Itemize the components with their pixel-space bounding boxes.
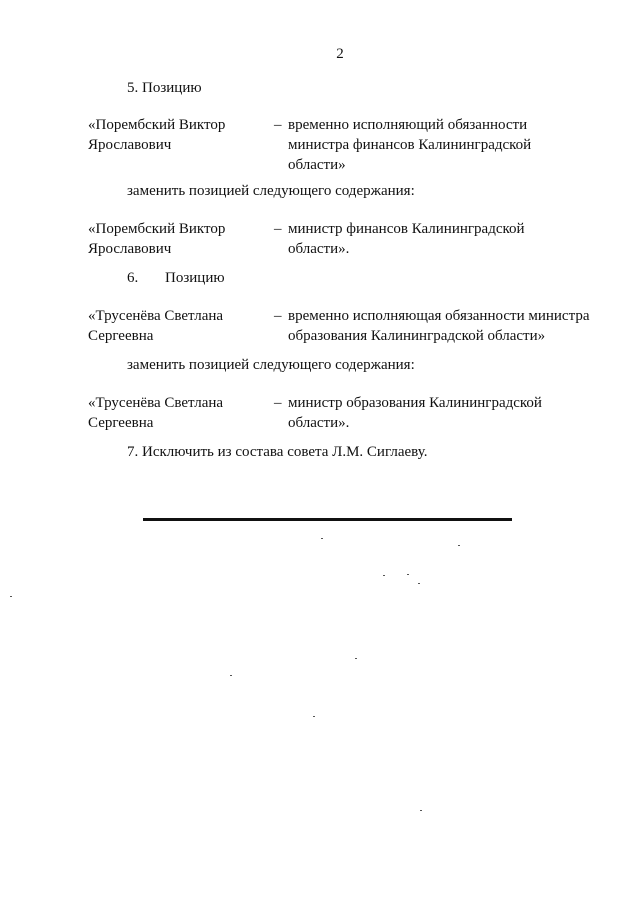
- word: финансов: [346, 221, 408, 237]
- position-description: [288, 219, 592, 259]
- scan-speck: [418, 583, 420, 584]
- dash: –: [274, 308, 282, 324]
- item-5-heading: 5. Позицию: [127, 80, 202, 96]
- person-name: [88, 219, 280, 259]
- first-name: Светлана: [164, 308, 224, 324]
- person-name: [88, 393, 280, 433]
- position-line: области».: [288, 415, 350, 431]
- position-line: области».: [288, 241, 350, 257]
- patronymic: Сергеевна: [88, 328, 154, 344]
- replace-instruction-1: заменить позицией следующего содержания:: [127, 183, 415, 199]
- word: финансов: [352, 137, 415, 153]
- word: Калининградской: [429, 395, 542, 411]
- position-line: образования Калининградской области»: [288, 328, 546, 344]
- word: Калининградской: [418, 137, 532, 153]
- scan-speck: [321, 538, 323, 539]
- word: исполняющий: [352, 117, 444, 133]
- word: министр: [288, 221, 343, 237]
- replace-instruction-2: заменить позицией следующего содержания:: [127, 357, 415, 373]
- dash: –: [274, 117, 282, 133]
- first-name: Светлана: [164, 395, 224, 411]
- scan-speck: [420, 810, 422, 811]
- item-number: 6.: [127, 270, 139, 286]
- scan-speck: [10, 596, 12, 597]
- surname: «Трусенёва: [88, 395, 161, 411]
- scan-speck: [230, 675, 232, 676]
- entry-poremb-old: [88, 115, 592, 175]
- scan-speck: [383, 575, 385, 576]
- surname: «Порембский: [88, 117, 176, 133]
- scan-speck: [355, 658, 357, 659]
- position-description: [288, 115, 592, 175]
- scan-speck: [407, 574, 409, 575]
- first-name: Виктор: [178, 117, 226, 133]
- word: обязанности: [447, 117, 528, 133]
- position-description: [288, 306, 592, 346]
- position-line: временно исполняющая обязанности министра: [288, 308, 590, 324]
- surname: «Трусенёва: [88, 308, 161, 324]
- word: Калининградской: [411, 221, 525, 237]
- item-word: Позицию: [165, 270, 225, 286]
- first-name: Виктор: [178, 221, 226, 237]
- item-7: 7. Исключить из состава совета Л.М. Сиглаеву.: [127, 444, 428, 460]
- closing-rule: [143, 518, 512, 521]
- word: министра: [288, 137, 350, 153]
- scan-speck: [458, 545, 460, 546]
- surname: «Порембский: [88, 221, 176, 237]
- word: министр: [288, 395, 343, 411]
- item-6-heading: [127, 270, 225, 287]
- position-description: [288, 393, 592, 433]
- patronymic: Ярославович: [88, 137, 172, 153]
- person-name: [88, 306, 280, 346]
- page-number: 2: [336, 46, 344, 62]
- scan-speck: [313, 716, 315, 717]
- person-name: [88, 115, 280, 155]
- dash: –: [274, 221, 282, 237]
- patronymic: Ярославович: [88, 241, 172, 257]
- position-line: области»: [288, 157, 346, 173]
- dash: –: [274, 395, 282, 411]
- patronymic: Сергеевна: [88, 415, 154, 431]
- word: временно: [288, 117, 349, 133]
- word: образования: [346, 395, 426, 411]
